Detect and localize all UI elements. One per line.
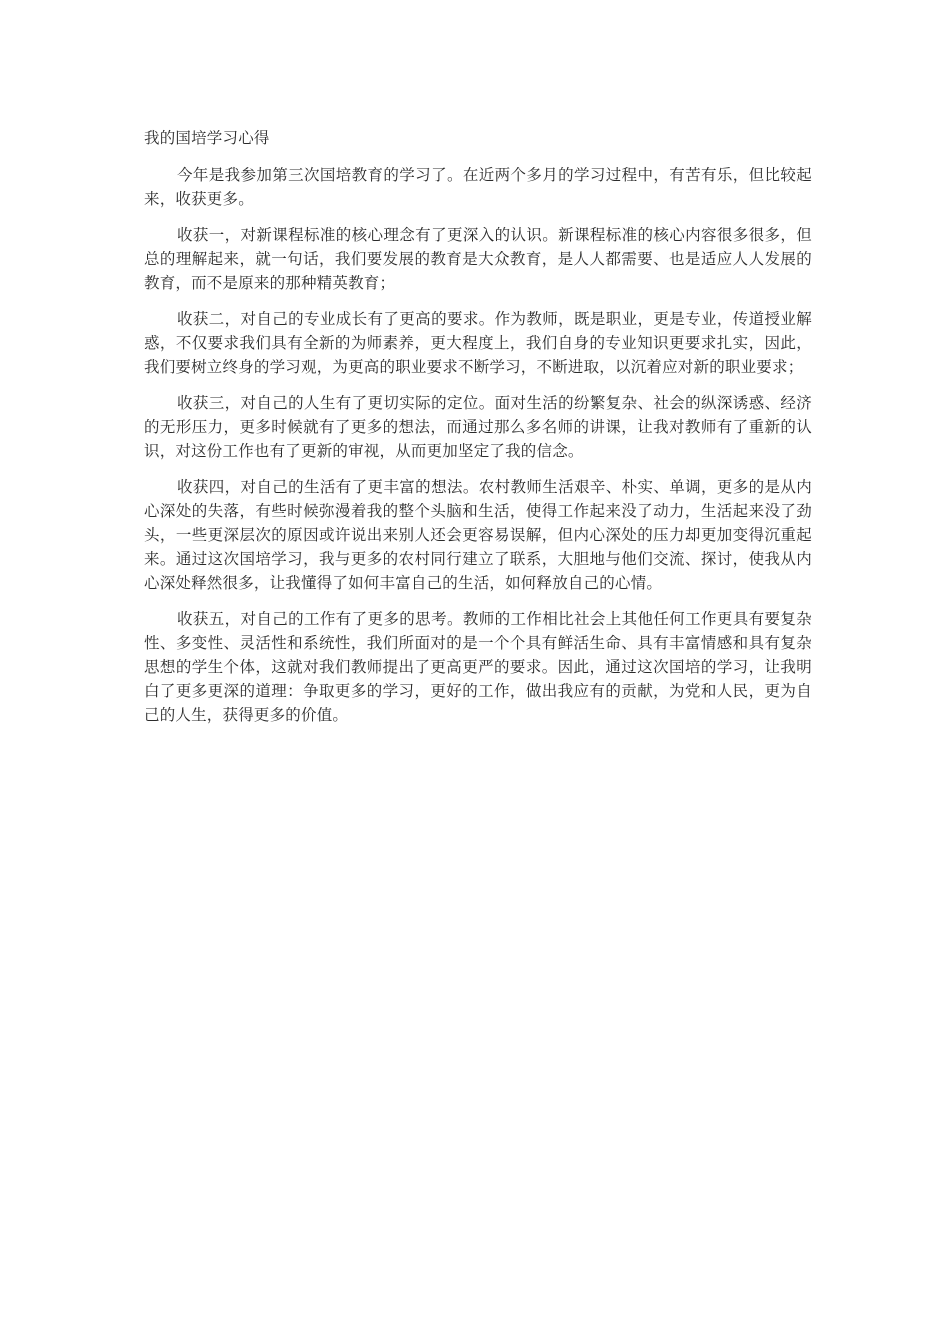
paragraph-gain-3: 收获三，对自己的人生有了更切实际的定位。面对生活的纷繁复杂、社会的纵深诱惑、经济的无形压力，更多时候就有了更多的想法，而通过那么多名师的讲课，让我对教师有了重新的认识，对这份工作也有了更新的审视，从而更加坚定了我的信念。: [144, 394, 812, 460]
document-title: 我的国培学习心得: [144, 129, 270, 147]
document-body: [144, 126, 812, 739]
paragraph-intro: 今年是我参加第三次国培教育的学习了。在近两个多月的学习过程中，有苦有乐，但比较起来，收获更多。: [144, 166, 812, 208]
paragraph-gain-2: 收获二，对自己的专业成长有了更高的要求。作为教师，既是职业，更是专业，传道授业解惑，不仅要求我们具有全新的为师素养，更大程度上，我们自身的专业知识更要求扎实，因此，我们要树立终身的学习观，为更高的职业要求不断学习，不断进取，以沉着应对新的职业要求；: [144, 310, 812, 376]
paragraph-gain-5: 收获五，对自己的工作有了更多的思考。教师的工作相比社会上其他任何工作更具有要复杂性、多变性、灵活性和系统性，我们所面对的是一个个具有鲜活生命、具有丰富情感和具有复杂思想的学生个体，这就对我们教师提出了更高更严的要求。因此，通过这次国培的学习，让我明白了更多更深的道理：争取更多的学习，更好的工作，做出我应有的贡献，为党和人民，更为自己的人生，获得更多的价值。: [144, 610, 812, 724]
paragraph-gain-1: 收获一，对新课程标准的核心理念有了更深入的认识。新课程标准的核心内容很多很多，但总的理解起来，就一句话，我们要发展的教育是大众教育，是人人都需要、也是适应人人发展的教育，而不是原来的那种精英教育；: [144, 226, 812, 292]
paragraph-gain-4: 收获四，对自己的生活有了更丰富的想法。农村教师生活艰辛、朴实、单调，更多的是从内心深处的失落，有些时候弥漫着我的整个头脑和生活，使得工作起来没了动力，生活起来没了劲头，一些更深层次的原因或许说出来别人还会更容易误解，但内心深处的压力却更加变得沉重起来。通过这次国培学习，我与更多的农村同行建立了联系，大胆地与他们交流、探讨，使我从内心深处释然很多，让我懂得了如何丰富自己的生活，如何释放自己的心情。: [144, 478, 812, 592]
